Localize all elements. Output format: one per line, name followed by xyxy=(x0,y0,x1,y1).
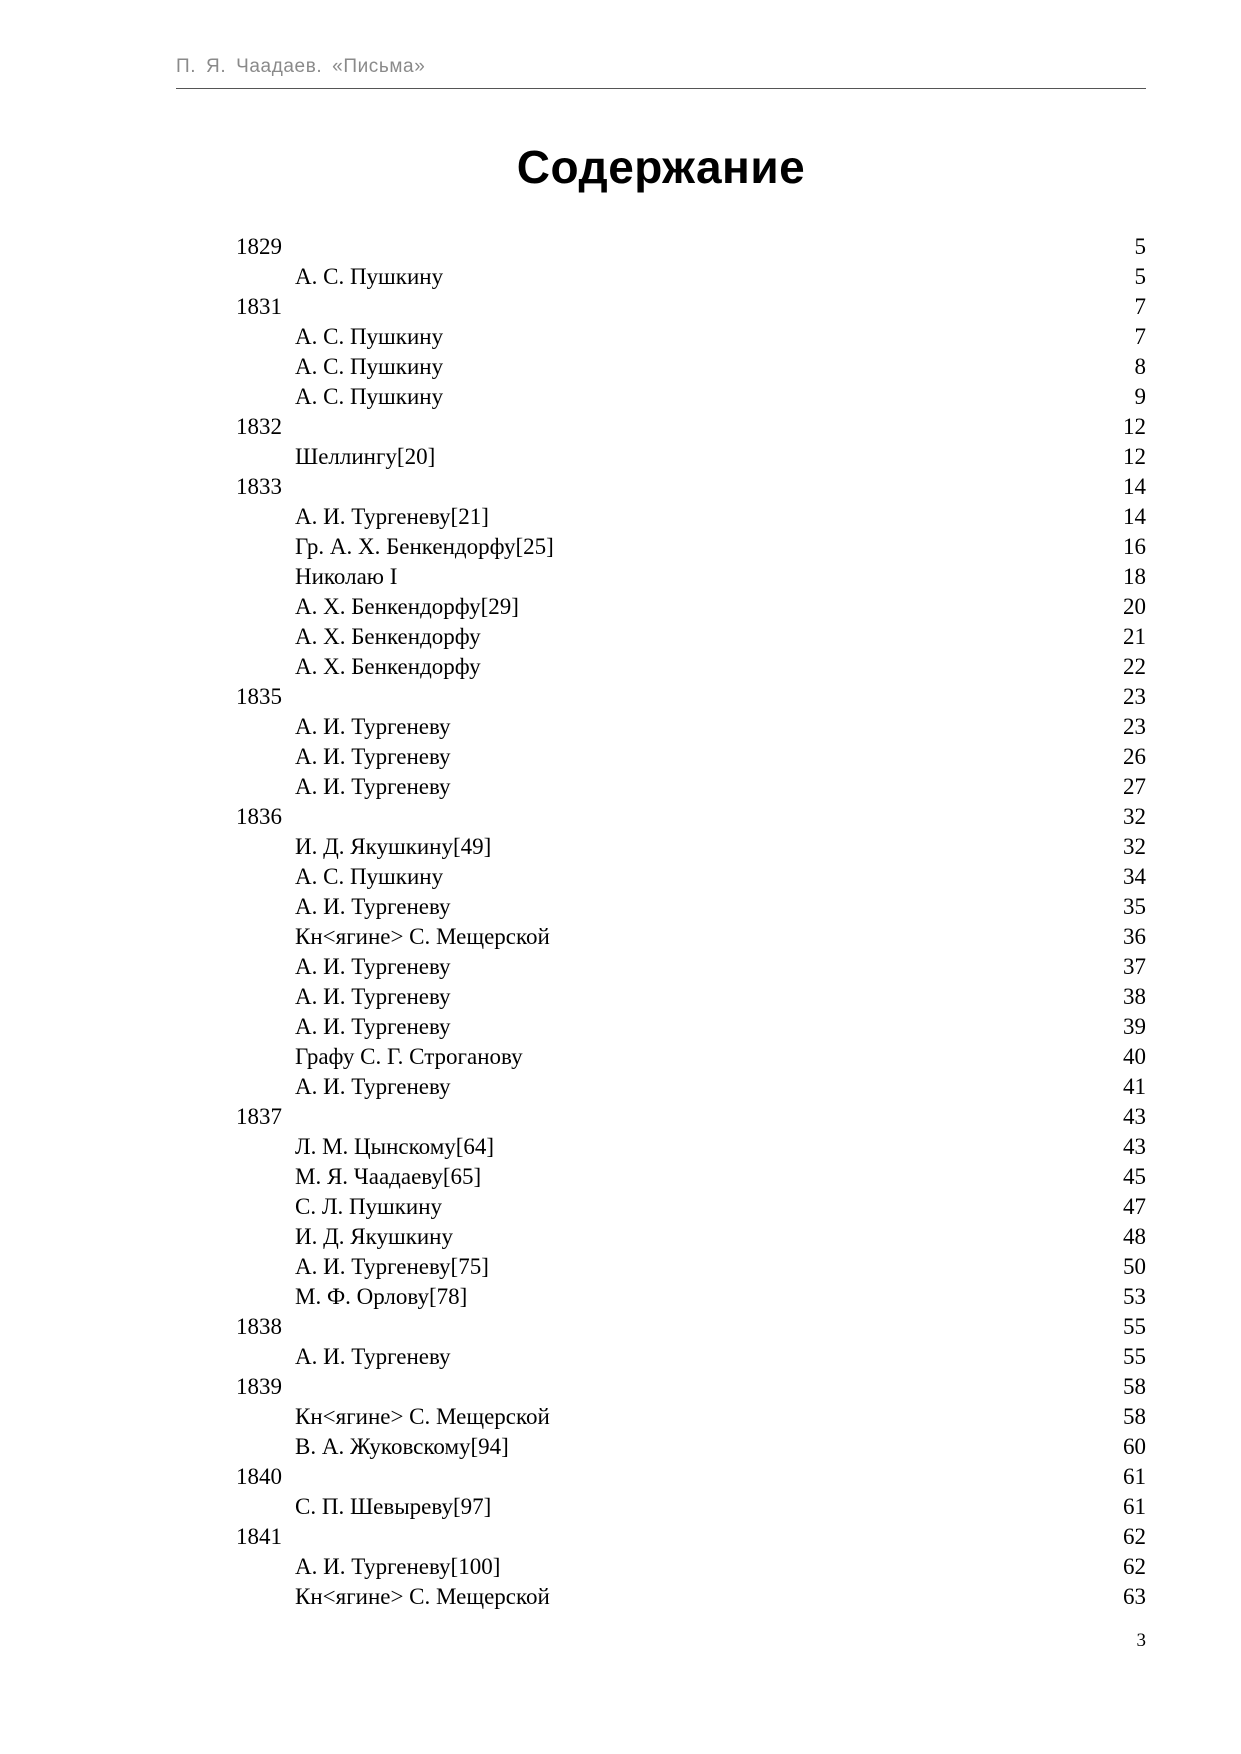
toc-letter-entry[interactable] xyxy=(236,1492,1146,1522)
toc-entry-page: 45 xyxy=(1123,1164,1146,1189)
toc-letter-entry[interactable] xyxy=(236,1342,1146,1372)
toc-entry-label: А. И. Тургеневу[75] xyxy=(295,1254,489,1279)
table-of-contents xyxy=(236,232,1146,1612)
toc-entry-label: В. А. Жуковскому[94] xyxy=(295,1434,509,1459)
toc-entry-page: 50 xyxy=(1123,1254,1146,1279)
toc-entry-page: 41 xyxy=(1123,1074,1146,1099)
toc-entry-page: 12 xyxy=(1123,444,1146,469)
toc-entry-label: И. Д. Якушкину xyxy=(295,1224,453,1249)
header-divider xyxy=(176,88,1146,89)
toc-entry-page: 63 xyxy=(1123,1584,1146,1609)
toc-entry-label: А. И. Тургеневу xyxy=(295,894,451,919)
toc-entry-page: 34 xyxy=(1123,864,1146,889)
toc-year-heading[interactable] xyxy=(236,412,1146,442)
toc-letter-entry[interactable] xyxy=(236,382,1146,412)
toc-year-heading[interactable] xyxy=(236,472,1146,502)
toc-entry-page: 60 xyxy=(1123,1434,1146,1459)
toc-entry-page: 32 xyxy=(1123,804,1146,829)
toc-letter-entry[interactable] xyxy=(236,742,1146,772)
toc-entry-page: 55 xyxy=(1123,1344,1146,1369)
toc-entry-page: 7 xyxy=(1134,324,1146,349)
toc-letter-entry[interactable] xyxy=(236,982,1146,1012)
toc-letter-entry[interactable] xyxy=(236,1402,1146,1432)
toc-entry-page: 37 xyxy=(1123,954,1146,979)
toc-entry-label: С. Л. Пушкину xyxy=(295,1194,443,1219)
toc-entry-page: 36 xyxy=(1123,924,1146,949)
toc-entry-page: 61 xyxy=(1123,1464,1146,1489)
toc-entry-page: 40 xyxy=(1123,1044,1146,1069)
toc-letter-entry[interactable] xyxy=(236,712,1146,742)
toc-entry-label: А. И. Тургеневу[21] xyxy=(295,504,489,529)
toc-entry-label: А. С. Пушкину xyxy=(295,354,444,379)
toc-entry-label: 1841 xyxy=(236,1524,282,1549)
toc-entry-page: 23 xyxy=(1123,714,1146,739)
toc-entry-label: А. Х. Бенкендорфу xyxy=(295,654,481,679)
toc-year-heading[interactable] xyxy=(236,292,1146,322)
toc-entry-label: Шеллингу[20] xyxy=(295,444,436,469)
toc-entry-label: 1839 xyxy=(236,1374,282,1399)
toc-entry-page: 23 xyxy=(1123,684,1146,709)
toc-year-heading[interactable] xyxy=(236,1372,1146,1402)
toc-letter-entry[interactable] xyxy=(236,622,1146,652)
toc-year-heading[interactable] xyxy=(236,232,1146,262)
toc-letter-entry[interactable] xyxy=(236,502,1146,532)
toc-entry-label: 1832 xyxy=(236,414,282,439)
toc-letter-entry[interactable] xyxy=(236,832,1146,862)
toc-entry-page: 7 xyxy=(1134,294,1146,319)
toc-entry-page: 14 xyxy=(1123,504,1146,529)
toc-year-heading[interactable] xyxy=(236,802,1146,832)
running-header: П. Я. Чаадаев. «Письма» xyxy=(176,56,426,77)
toc-entry-page: 9 xyxy=(1134,384,1146,409)
toc-entry-page: 39 xyxy=(1123,1014,1146,1039)
toc-letter-entry[interactable] xyxy=(236,892,1146,922)
toc-entry-page: 53 xyxy=(1123,1284,1146,1309)
page-title: Содержание xyxy=(516,141,806,193)
toc-letter-entry[interactable] xyxy=(236,562,1146,592)
toc-entry-label: А. И. Тургеневу xyxy=(295,714,451,739)
toc-entry-page: 47 xyxy=(1123,1194,1146,1219)
toc-entry-page: 58 xyxy=(1123,1374,1146,1399)
toc-entry-page: 43 xyxy=(1123,1134,1146,1159)
page-number: 3 xyxy=(1136,1630,1146,1651)
toc-letter-entry[interactable] xyxy=(236,1042,1146,1072)
toc-entry-page: 38 xyxy=(1123,984,1146,1009)
toc-entry-label: Гр. А. Х. Бенкендорфу[25] xyxy=(295,534,554,559)
toc-letter-entry[interactable] xyxy=(236,592,1146,622)
toc-letter-entry[interactable] xyxy=(236,352,1146,382)
toc-entry-label: А. И. Тургеневу[100] xyxy=(295,1554,501,1579)
toc-entry-label: А. И. Тургеневу xyxy=(295,1344,451,1369)
toc-entry-page: 43 xyxy=(1123,1104,1146,1129)
toc-letter-entry[interactable] xyxy=(236,1582,1146,1612)
toc-entry-label: 1829 xyxy=(236,234,282,259)
toc-entry-label: Л. М. Цынскому[64] xyxy=(295,1134,495,1159)
toc-entry-label: А. И. Тургеневу xyxy=(295,984,451,1009)
toc-entry-label: С. П. Шевыреву[97] xyxy=(295,1494,492,1519)
toc-entry-page: 21 xyxy=(1123,624,1146,649)
toc-entry-page: 16 xyxy=(1123,534,1146,559)
toc-entry-page: 58 xyxy=(1123,1404,1146,1429)
toc-letter-entry[interactable] xyxy=(236,1252,1146,1282)
toc-letter-entry[interactable] xyxy=(236,1162,1146,1192)
toc-letter-entry[interactable] xyxy=(236,262,1146,292)
toc-entry-label: А. С. Пушкину xyxy=(295,324,444,349)
toc-entry-label: 1833 xyxy=(236,474,282,499)
toc-entry-label: А. Х. Бенкендорфу xyxy=(295,624,481,649)
toc-letter-entry[interactable] xyxy=(236,652,1146,682)
toc-year-heading[interactable] xyxy=(236,1102,1146,1132)
toc-letter-entry[interactable] xyxy=(236,1012,1146,1042)
toc-entry-label: А. С. Пушкину xyxy=(295,384,444,409)
toc-entry-label: Николаю I xyxy=(295,564,398,589)
toc-entry-label: 1835 xyxy=(236,684,282,709)
toc-entry-label: 1838 xyxy=(236,1314,282,1339)
toc-entry-label: А. Х. Бенкендорфу[29] xyxy=(295,594,519,619)
toc-entry-label: Кн<ягине> С. Мещерской xyxy=(295,1404,550,1429)
toc-entry-page: 14 xyxy=(1123,474,1146,499)
toc-letter-entry[interactable] xyxy=(236,922,1146,952)
toc-letter-entry[interactable] xyxy=(236,442,1146,472)
toc-entry-page: 32 xyxy=(1123,834,1146,859)
toc-entry-label: Графу С. Г. Строганову xyxy=(295,1044,523,1069)
toc-letter-entry[interactable] xyxy=(236,1072,1146,1102)
toc-entry-label: 1840 xyxy=(236,1464,282,1489)
toc-entry-label: Кн<ягине> С. Мещерской xyxy=(295,1584,550,1609)
toc-entry-page: 26 xyxy=(1123,744,1146,769)
toc-letter-entry[interactable] xyxy=(236,1192,1146,1222)
toc-entry-page: 5 xyxy=(1134,264,1146,289)
toc-entry-page: 5 xyxy=(1134,234,1146,259)
toc-letter-entry[interactable] xyxy=(236,952,1146,982)
toc-entry-page: 35 xyxy=(1123,894,1146,919)
toc-entry-label: Кн<ягине> С. Мещерской xyxy=(295,924,550,949)
toc-year-heading[interactable] xyxy=(236,682,1146,712)
toc-entry-page: 48 xyxy=(1123,1224,1146,1249)
toc-entry-label: М. Ф. Орлову[78] xyxy=(295,1284,468,1309)
toc-letter-entry[interactable] xyxy=(236,532,1146,562)
toc-letter-entry[interactable] xyxy=(236,322,1146,352)
toc-entry-page: 27 xyxy=(1123,774,1146,799)
toc-entry-label: 1837 xyxy=(236,1104,282,1129)
toc-year-heading[interactable] xyxy=(236,1522,1146,1552)
toc-entry-page: 20 xyxy=(1123,594,1146,619)
toc-entry-label: 1836 xyxy=(236,804,282,829)
toc-year-heading[interactable] xyxy=(236,1312,1146,1342)
toc-entry-label: А. И. Тургеневу xyxy=(295,774,451,799)
toc-entry-label: А. И. Тургеневу xyxy=(295,954,451,979)
toc-entry-page: 62 xyxy=(1123,1524,1146,1549)
toc-entry-page: 61 xyxy=(1123,1494,1146,1519)
toc-entry-label: А. И. Тургеневу xyxy=(295,744,451,769)
toc-year-heading[interactable] xyxy=(236,1462,1146,1492)
toc-entry-label: А. С. Пушкину xyxy=(295,864,444,889)
toc-letter-entry[interactable] xyxy=(236,772,1146,802)
toc-letter-entry[interactable] xyxy=(236,1222,1146,1252)
toc-entry-label: А. И. Тургеневу xyxy=(295,1074,451,1099)
toc-entry-page: 12 xyxy=(1123,414,1146,439)
toc-letter-entry[interactable] xyxy=(236,1132,1146,1162)
toc-entry-label: А. С. Пушкину xyxy=(295,264,444,289)
toc-entry-page: 62 xyxy=(1123,1554,1146,1579)
toc-letter-entry[interactable] xyxy=(236,1282,1146,1312)
toc-entry-label: И. Д. Якушкину[49] xyxy=(295,834,492,859)
toc-entry-page: 55 xyxy=(1123,1314,1146,1339)
toc-letter-entry[interactable] xyxy=(236,1552,1146,1582)
toc-entry-page: 8 xyxy=(1134,354,1146,379)
toc-entry-label: 1831 xyxy=(236,294,282,319)
toc-entry-page: 22 xyxy=(1123,654,1146,679)
toc-entry-label: М. Я. Чаадаеву[65] xyxy=(295,1164,482,1189)
toc-entry-label: А. И. Тургеневу xyxy=(295,1014,451,1039)
toc-entry-page: 18 xyxy=(1123,564,1146,589)
toc-letter-entry[interactable] xyxy=(236,862,1146,892)
toc-letter-entry[interactable] xyxy=(236,1432,1146,1462)
